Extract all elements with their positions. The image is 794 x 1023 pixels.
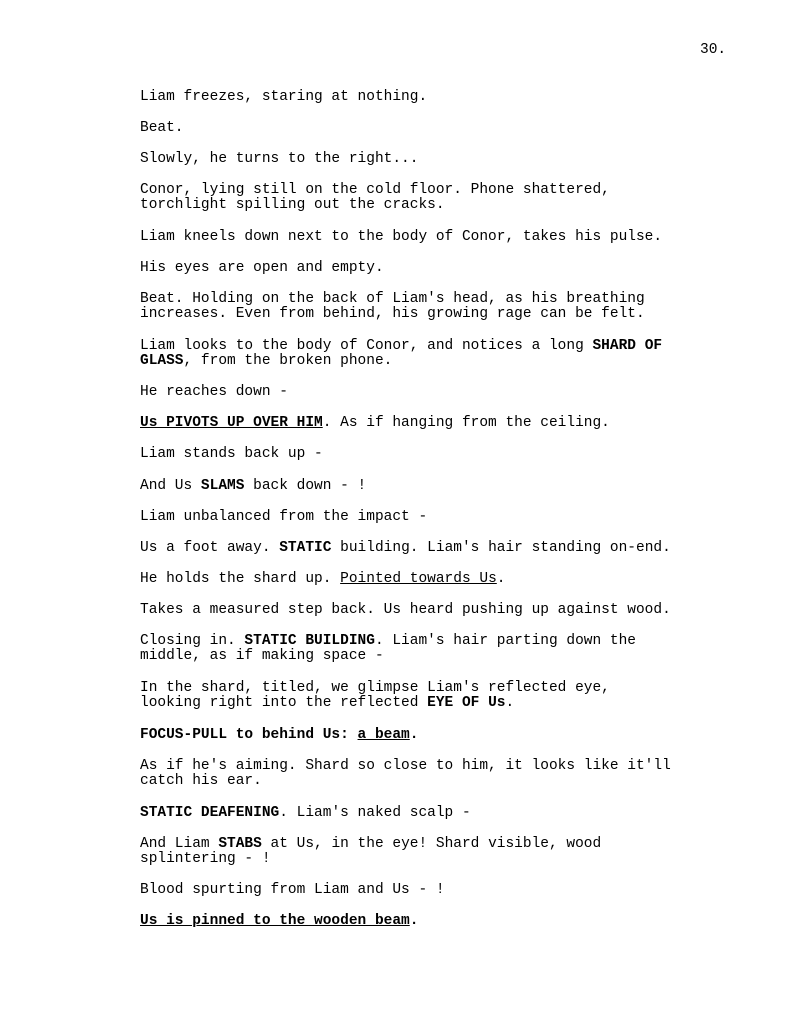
action-text: . Liam's naked scalp - <box>279 805 471 821</box>
action-text: Liam unbalanced from the impact - <box>140 509 428 525</box>
action-line <box>140 883 740 898</box>
action-line <box>140 447 740 462</box>
action-line <box>140 634 740 664</box>
action-text: Pointed towards Us <box>340 571 497 587</box>
action-text: STABS <box>218 836 262 852</box>
action-text: Beat. Holding on the back of Liam's head, as his breathing increases. Even from behind, his growing rage can be felt. <box>140 291 645 322</box>
action-line <box>140 479 740 494</box>
action-text: , from the broken phone. <box>183 353 393 369</box>
action-text: Slowly, he turns to the right... <box>140 151 419 167</box>
action-line <box>140 90 740 105</box>
action-line <box>140 728 740 743</box>
action-text: Conor, lying still on the cold floor. Phone shattered, torchlight spilling out the cracks. <box>140 182 610 213</box>
action-line <box>140 416 740 431</box>
action-text: SHARD OF GLASS <box>140 338 663 369</box>
action-text: Beat. <box>140 120 184 136</box>
action-text: . <box>409 727 419 743</box>
page-number: 30. <box>700 42 727 58</box>
action-text: FOCUS-PULL to behind Us: <box>140 727 358 743</box>
action-text: And Us <box>140 478 201 494</box>
action-line <box>140 914 740 929</box>
action-text: STATIC BUILDING <box>244 633 375 649</box>
action-text: STATIC DEAFENING <box>140 805 280 821</box>
action-text: Liam looks to the body of Conor, and notices a long <box>140 338 593 354</box>
action-line <box>140 183 740 213</box>
action-text: Us PIVOTS UP OVER HIM <box>140 415 323 431</box>
action-text: SLAMS <box>200 478 245 494</box>
action-line <box>140 261 740 276</box>
action-text: In the shard, titled, we glimpse Liam's reflected eye, looking right into the reflected <box>140 680 610 711</box>
action-line <box>140 339 740 369</box>
action-text: Us a foot away. <box>140 540 280 556</box>
action-text: Us is pinned to the wooden beam <box>140 913 410 929</box>
action-line <box>140 837 740 867</box>
action-line <box>140 385 740 400</box>
action-text: His eyes are open and empty. <box>140 260 384 276</box>
action-text: back down - ! <box>244 478 367 494</box>
action-text: building. Liam's hair standing on-end. <box>331 540 671 556</box>
action-text: Closing in. <box>140 633 245 649</box>
action-text: And Liam <box>140 836 219 852</box>
action-text: EYE OF Us <box>427 695 506 711</box>
action-text: Liam stands back up - <box>140 446 323 462</box>
action-text: . <box>505 695 515 711</box>
action-text: Liam freezes, staring at nothing. <box>140 89 428 105</box>
action-text: Blood spurting from Liam and Us - ! <box>140 882 445 898</box>
action-text: Takes a measured step back. Us heard pushing up against wood. <box>140 602 671 618</box>
action-line <box>140 603 740 618</box>
action-text: STATIC <box>279 540 332 556</box>
action-text: . <box>496 571 506 587</box>
action-text: Liam kneels down next to the body of Conor, takes his pulse. <box>140 229 663 245</box>
action-text: a beam <box>357 727 410 743</box>
action-line <box>140 230 740 245</box>
action-line <box>140 292 740 322</box>
action-text: at Us, in the eye! Shard visible, wood splintering - ! <box>140 836 602 867</box>
action-line <box>140 510 740 525</box>
action-text: He holds the shard up. <box>140 571 341 587</box>
action-line <box>140 152 740 167</box>
action-text: . As if hanging from the ceiling. <box>322 415 610 431</box>
action-text: As if he's aiming. Shard so close to him, it looks like it'll catch his ear. <box>140 758 671 789</box>
action-text: . <box>409 913 419 929</box>
action-line <box>140 759 740 789</box>
action-text: . Liam's hair parting down the middle, as if making space - <box>140 633 636 664</box>
action-line <box>140 681 740 711</box>
action-line <box>140 806 740 821</box>
action-line <box>140 572 740 587</box>
action-text: He reaches down - <box>140 384 288 400</box>
action-line <box>140 121 740 136</box>
action-line <box>140 541 740 556</box>
